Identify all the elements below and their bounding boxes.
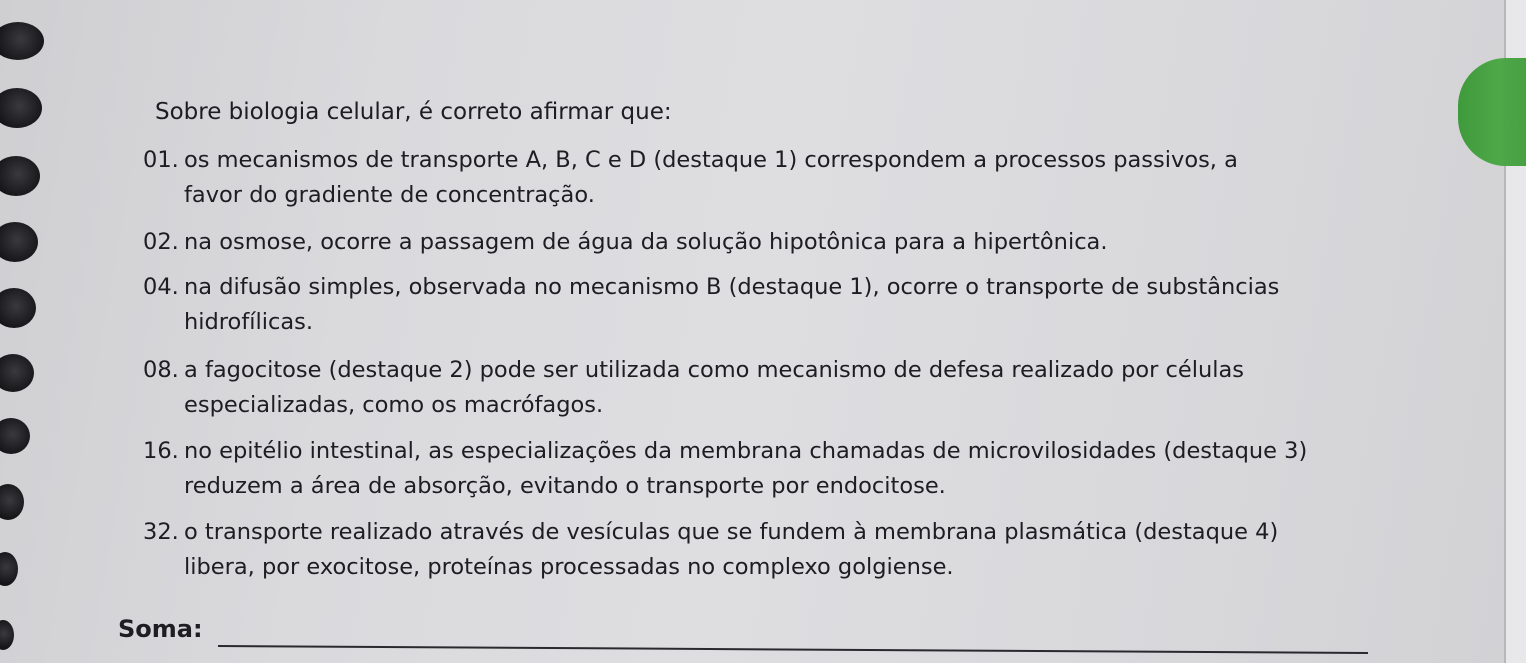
item-text: a fagocitose (destaque 2) pode ser utilizada como mecanismo de defesa realizado por células <box>184 357 1245 383</box>
item-04 <box>143 270 1279 340</box>
item-number: 32. <box>143 519 179 545</box>
item-16 <box>143 434 1307 504</box>
item-text: na difusão simples, observada no mecanismo B (destaque 1), ocorre o transporte de substâncias <box>184 274 1280 300</box>
item-text-continuation: libera, por exocitose, proteínas processadas no complexo golgiense. <box>184 554 954 580</box>
item-text-continuation: especializadas, como os macrófagos. <box>184 392 604 418</box>
item-text: na osmose, ocorre a passagem de água da solução hipotônica para a hipertônica. <box>184 229 1108 255</box>
item-number: 01. <box>143 147 179 173</box>
soma-label: Soma: <box>118 615 203 643</box>
item-number: 04. <box>143 274 179 300</box>
item-text-continuation: hidrofílicas. <box>184 309 314 335</box>
item-02 <box>143 225 1108 260</box>
item-number: 08. <box>143 357 179 383</box>
item-number: 02. <box>143 229 179 255</box>
item-01 <box>143 143 1238 213</box>
item-08 <box>143 353 1244 423</box>
item-32 <box>143 515 1278 585</box>
item-text-continuation: reduzem a área de absorção, evitando o transporte por endocitose. <box>184 473 946 499</box>
item-text: no epitélio intestinal, as especializações da membrana chamadas de microvilosidades (destaque 3) <box>184 438 1308 464</box>
question-intro: Sobre biologia celular, é correto afirmar que: <box>155 99 672 125</box>
item-text: os mecanismos de transporte A, B, C e D (destaque 1) correspondem a processos passivos, a <box>184 147 1238 173</box>
item-text-continuation: favor do gradiente de concentração. <box>184 182 595 208</box>
item-number: 16. <box>143 438 179 464</box>
item-text: o transporte realizado através de vesículas que se fundem à membrana plasmática (destaque 4) <box>184 519 1279 545</box>
